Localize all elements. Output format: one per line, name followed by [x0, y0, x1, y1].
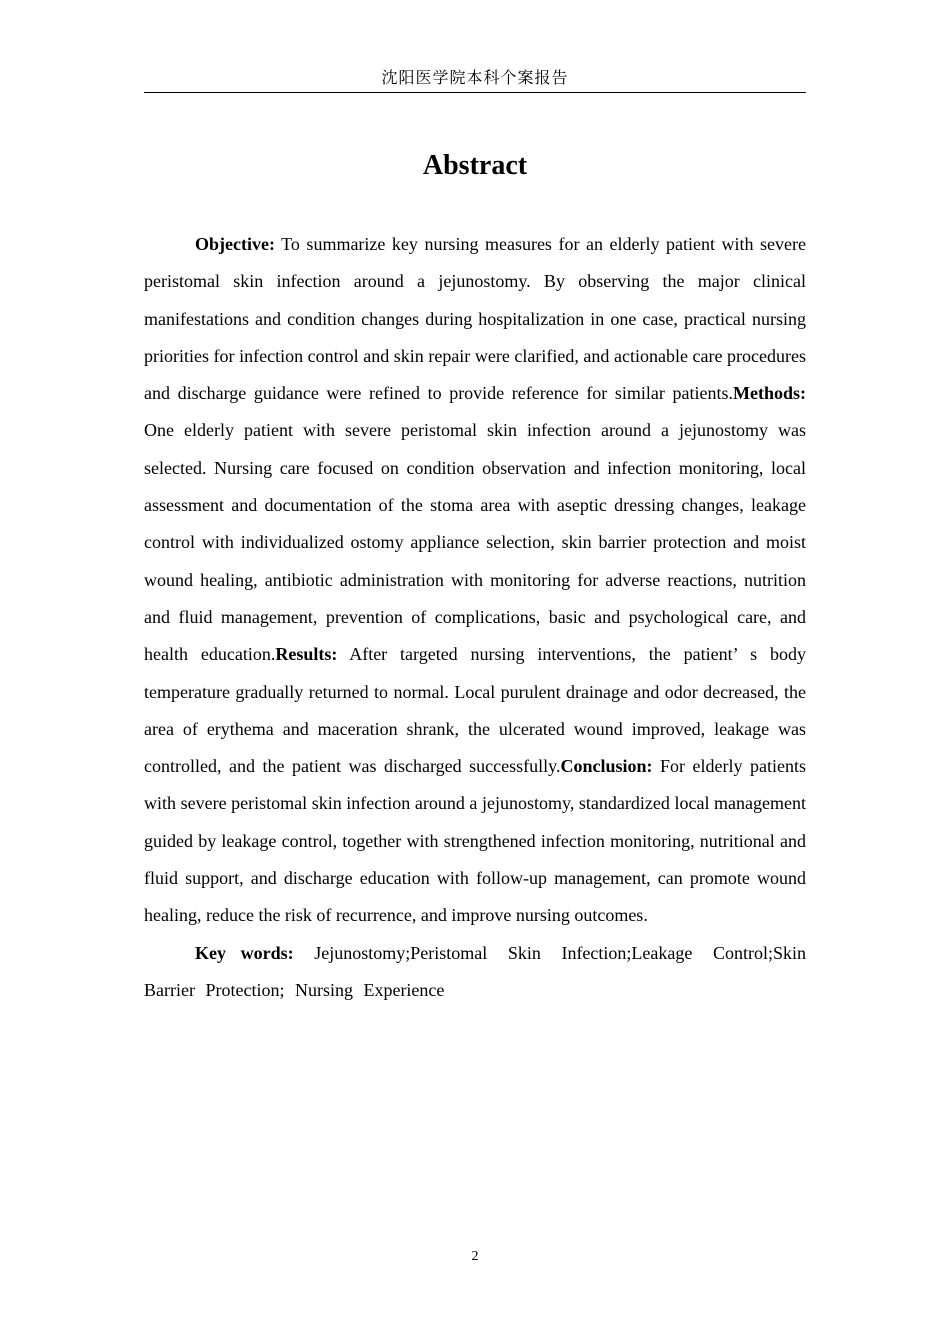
abstract-paragraph	[144, 226, 806, 935]
methods-label: Methods:	[733, 383, 806, 404]
results-text: After targeted nursing interventions, the patient’ s body temperature gradually returned to normal. Local purulent drainage and odor decreased, the area of erythema and maceration shrank, the ulcerated wound improved, leakage was controlled, and the patient was discharged successfully.	[144, 644, 806, 777]
keywords-text: Jejunostomy;Peristomal Skin Infection;Leakage Control;Skin Barrier Protection; Nursing Experience	[144, 942, 806, 1000]
objective-text: To summarize key nursing measures for an elderly patient with severe peristomal skin infection around a jejunostomy. By observing the major clinical manifestations and condition changes during hospitalization in one case, practical nursing priorities for infection control and skin repair were clarified, and actionable care procedures and discharge guidance were refined to provide reference for similar patients.	[144, 234, 806, 404]
methods-text: One elderly patient with severe peristomal skin infection around a jejunostomy was selected. Nursing care focused on condition observation and infection monitoring, local assessment and documentation of the stoma area with aseptic dressing changes, leakage control with individualized ostomy appliance selection, skin barrier protection and moist wound healing, antibiotic administration with monitoring for adverse reactions, nutrition and fluid management, prevention of complications, basic and psychological care, and health education.	[144, 420, 806, 665]
conclusion-text: For elderly patients with severe peristomal skin infection around a jejunostomy, standardized local management guided by leakage control, together with strengthened infection monitoring, nutritional and fluid support, and discharge education with follow-up management, can promote wound healing, reduce the risk of recurrence, and improve nursing outcomes.	[144, 756, 807, 926]
results-label: Results:	[275, 644, 338, 665]
objective-label: Objective:	[195, 234, 275, 254]
running-header-title: 沈阳医学院本科个案报告	[381, 68, 569, 87]
page-number: 2	[471, 1249, 479, 1264]
abstract-title: Abstract	[422, 150, 528, 181]
keywords-paragraph	[144, 935, 806, 1010]
running-header	[144, 64, 806, 93]
abstract-body	[144, 226, 806, 1009]
keywords-label: Key words:	[195, 942, 294, 963]
conclusion-label: Conclusion:	[560, 756, 653, 777]
